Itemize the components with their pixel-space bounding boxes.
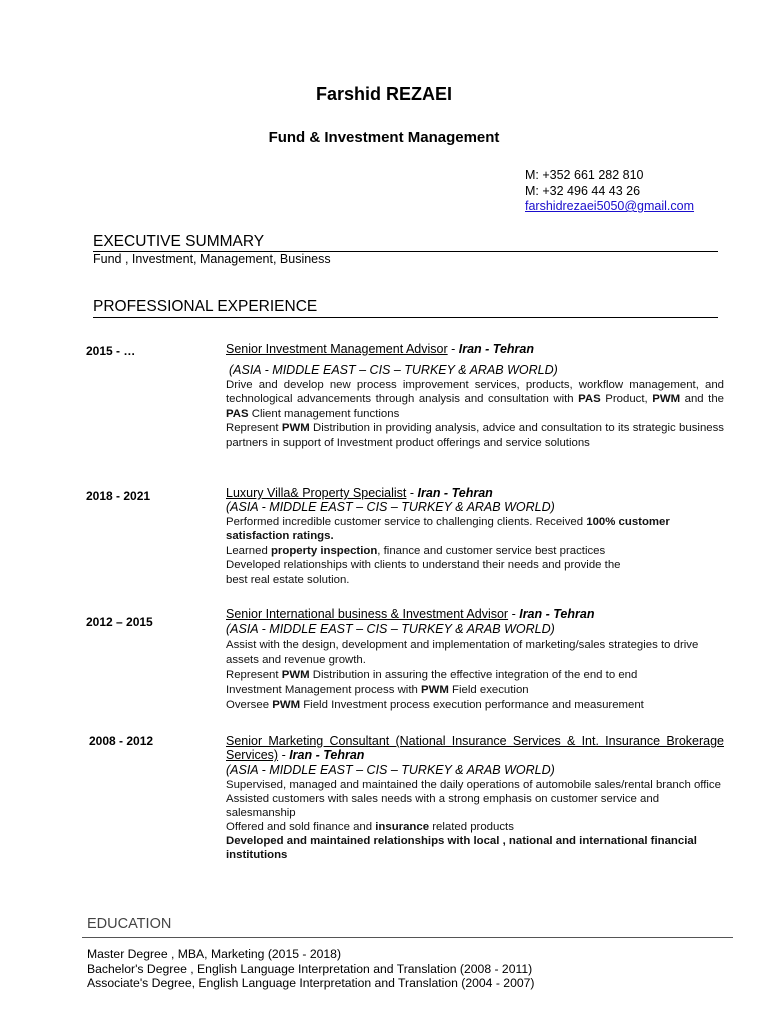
job-title: Senior International business & Investment Advisor [226, 607, 509, 621]
job-title-line: Senior Investment Management Advisor - Iran - Tehran [226, 342, 535, 356]
job-dates: 2012 – 2015 [86, 615, 153, 629]
professional-headline: Fund & Investment Management [268, 129, 500, 146]
job-region: (ASIA - MIDDLE EAST – CIS – TURKEY & ARAB WORLD) [229, 363, 558, 377]
candidate-name: Farshid REZAEI [315, 84, 453, 104]
job-region: (ASIA - MIDDLE EAST – CIS – TURKEY & ARAB WORLD) [226, 500, 555, 514]
job-duty: Learned property inspection, finance and customer service best practices [226, 544, 606, 557]
education-item: Associate's Degree, English Language Interpretation and Translation (2004 - 2007) [87, 976, 535, 990]
job-location: Iran - Tehran [417, 486, 493, 500]
job-duty: Represent PWM Distribution in assuring the effective integration of the end to end [226, 669, 638, 681]
job-duty: best real estate solution. [226, 573, 350, 586]
job-duty: Developed and maintained relationships with local , national and international financial institutions [226, 835, 697, 861]
job-region: (ASIA - MIDDLE EAST – CIS – TURKEY & ARAB WORLD) [226, 763, 555, 777]
phone-2: M: +32 496 44 43 26 [525, 183, 641, 198]
education-divider [82, 937, 733, 938]
job-duty: Represent PWM Distribution in providing analysis, advice and consultation to its strategic business partners in support of Investment product offerings and service solutions [226, 422, 725, 449]
job-duty: Oversee PWM Field Investment process execution performance and measurement [226, 699, 644, 711]
job-description [226, 515, 724, 587]
contact-block [525, 168, 694, 215]
job-description [226, 638, 724, 713]
phone-1: M: +352 661 282 810 [525, 168, 644, 182]
job-dates: 2008 - 2012 [89, 734, 154, 748]
education-list [87, 947, 534, 991]
job-title-line: Senior International business & Investment Advisor - Iran - Tehran [226, 607, 595, 621]
job-description [226, 378, 724, 450]
job-title-line: Senior Marketing Consultant (National Insurance Services & Int. Insurance Brokerage Services) - Iran - Tehran [226, 734, 724, 763]
education-item: Bachelor's Degree , English Language Interpretation and Translation (2008 - 2011) [87, 961, 533, 976]
job-duty: Offered and sold finance and insurance related products [226, 821, 514, 833]
job-duty: Supervised, managed and maintained the daily operations of automobile sales/rental branch office [226, 779, 721, 791]
experience-heading: PROFESSIONAL EXPERIENCE [93, 298, 318, 315]
job-duty: Developed relationships with clients to understand their needs and provide the [226, 559, 621, 572]
job-title: Senior Investment Management Advisor [226, 342, 448, 356]
job-duty: Investment Management process with PWM Field execution [226, 684, 529, 696]
job-duty: Performed incredible customer service to challenging clients. Received 100% customer satisfaction ratings. [226, 516, 670, 543]
job-dates: 2015 - … [86, 344, 136, 358]
job-location: Iran - Tehran [519, 607, 595, 621]
job-title-line: Luxury Villa& Property Specialist - Iran - Tehran [226, 486, 493, 500]
job-duty: Assist with the design, development and implementation of marketing/sales strategies to drive assets and revenue growth. [226, 639, 699, 666]
job-region: (ASIA - MIDDLE EAST – CIS – TURKEY & ARAB WORLD) [226, 622, 555, 636]
job-title: Senior Marketing Consultant (National Insurance Services & Int. Insurance Brokerage Services) [226, 734, 724, 763]
summary-text: Fund , Investment, Management, Business [93, 252, 331, 266]
job-description [226, 778, 724, 862]
job-title: Luxury Villa& Property Specialist [226, 486, 407, 500]
job-duty: Assisted customers with sales needs with a strong emphasis on customer service and salesmanship [226, 793, 660, 819]
email-link[interactable]: farshidrezaei5050@gmail.com [525, 199, 695, 213]
job-dates: 2018 - 2021 [86, 489, 151, 503]
education-heading: EDUCATION [87, 916, 172, 932]
executive-summary-heading: EXECUTIVE SUMMARY [93, 233, 265, 250]
job-duty: Drive and develop new process improvement services, products, workflow management, and technological advancements through analysis and consultation with PAS Product, PWM and the PAS Client management functions [226, 379, 725, 420]
job-location: Iran - Tehran [289, 748, 365, 763]
job-location: Iran - Tehran [458, 342, 535, 356]
education-item: Master Degree , MBA, Marketing (2015 - 2018) [87, 947, 342, 961]
experience-divider [93, 317, 718, 318]
